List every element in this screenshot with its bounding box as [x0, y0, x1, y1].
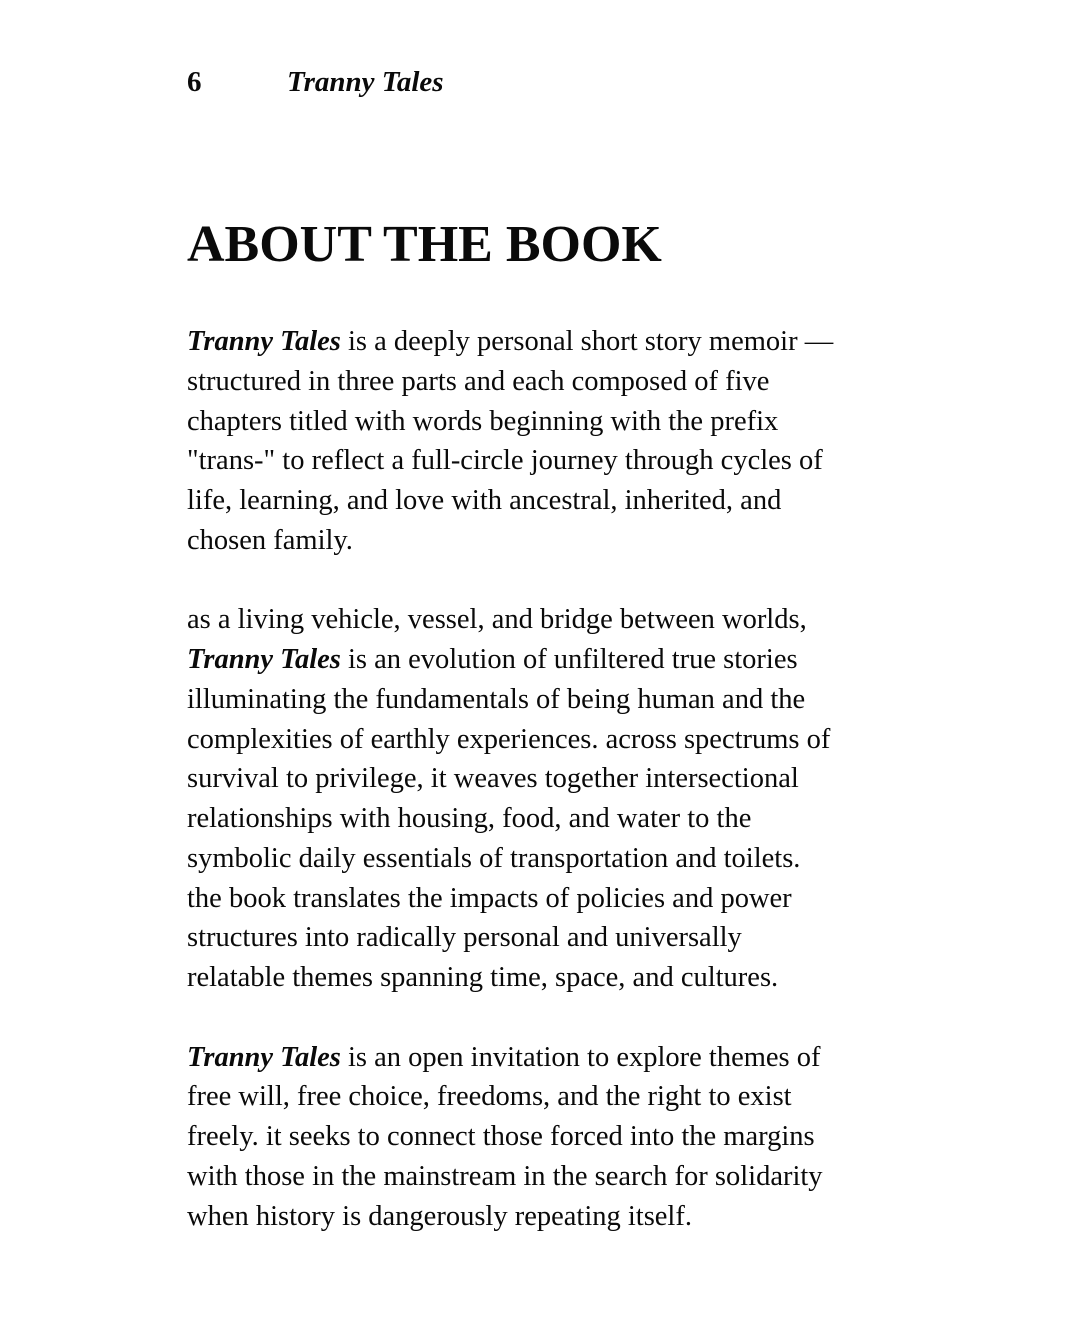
text-line: the book translates the impacts of policies and power [187, 882, 792, 914]
text-line: with those in the mainstream in the search for solidarity [187, 1160, 823, 1192]
text-line [187, 1038, 887, 1078]
text-line: structures into radically personal and universally [187, 922, 742, 954]
book-title-ref: Tranny Tales [187, 1041, 341, 1073]
text-line: structured in three parts and each composed of five [187, 365, 770, 397]
line-text: is an open invitation to explore themes of [340, 1041, 821, 1073]
book-title-ref: Tranny Tales [187, 326, 341, 357]
body-text [187, 322, 887, 1276]
text-line: survival to privilege, it weaves together intersectional [187, 763, 799, 795]
text-line: "trans-" to reflect a full-circle journey through cycles of [187, 445, 823, 477]
text-line: illuminating the fundamentals of being human and the [187, 683, 806, 715]
text-line: chapters titled with words beginning with the prefix [187, 405, 779, 437]
text-line: as a living vehicle, vessel, and bridge between worlds, [187, 604, 807, 636]
text-line: complexities of earthly experiences. across spectrums of [187, 723, 831, 755]
paragraph-3 [187, 1038, 887, 1237]
page-number: 6 [187, 66, 202, 98]
section-heading: ABOUT THE BOOK [187, 216, 662, 273]
text-line: free will, free choice, freedoms, and the right to exist [187, 1081, 792, 1113]
text-line: relatable themes spanning time, space, and cultures. [187, 962, 779, 993]
text-line: when history is dangerously repeating itself. [187, 1200, 692, 1232]
text-line [187, 640, 887, 680]
paragraph-1 [187, 322, 887, 561]
text-line: symbolic daily essentials of transportation and toilets. [187, 842, 801, 874]
text-line: chosen family. [187, 524, 353, 556]
text-line [187, 322, 887, 362]
running-head-title: Tranny Tales [287, 66, 444, 98]
text-line: freely. it seeks to connect those forced into the margins [187, 1121, 815, 1152]
book-title-ref: Tranny Tales [187, 644, 341, 675]
line-text: is a deeply personal short story memoir — [340, 326, 834, 357]
paragraph-2 [187, 600, 887, 998]
text-line: relationships with housing, food, and water to the [187, 803, 752, 834]
text-line: life, learning, and love with ancestral, inherited, and [187, 485, 782, 516]
line-text: is an evolution of unfiltered true stories [340, 644, 798, 675]
